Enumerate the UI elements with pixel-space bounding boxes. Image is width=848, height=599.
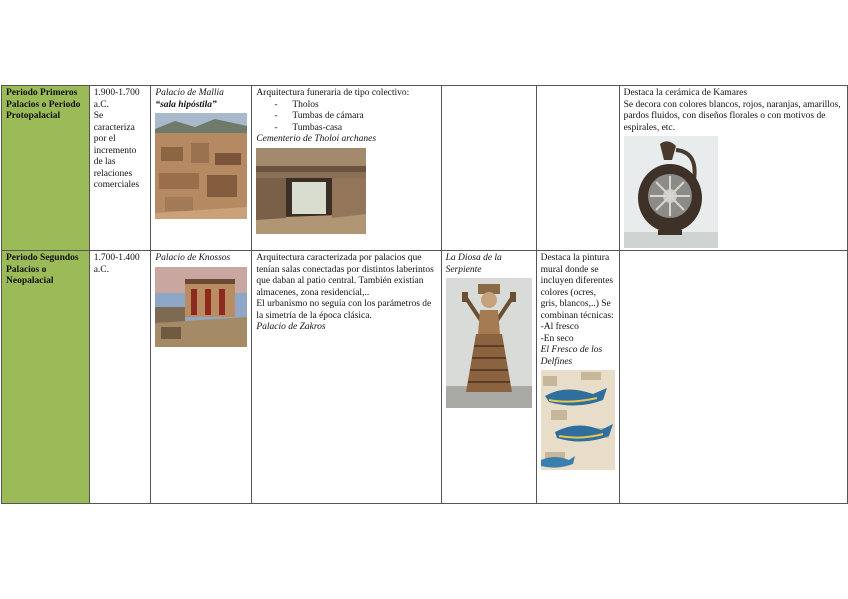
- period-label: Periodo Segundos Palacios o Neopalacial: [6, 253, 79, 286]
- sculpture-title: La Diosa de la Serpiente: [445, 253, 502, 275]
- empty-cell: [619, 251, 847, 504]
- palace-title: Palacio de Mallia: [155, 88, 224, 98]
- table-row-protopalacial: [2, 86, 848, 251]
- sculpture-cell: [441, 251, 536, 504]
- list-item: - Tumbas-casa: [274, 123, 436, 135]
- empty-cell: [536, 86, 619, 251]
- technique-item: -En seco: [540, 333, 574, 344]
- architecture-cell: [252, 251, 441, 504]
- painting-cell: [536, 251, 619, 504]
- tomb-list: [256, 100, 436, 135]
- snake-goddess-photo: [446, 278, 532, 408]
- date-cell: [89, 251, 151, 504]
- note-text: Se caracteriza por el incremento de las relaciones comerciales: [93, 111, 140, 190]
- empty-cell: [441, 86, 536, 251]
- architecture-text: Arquitectura funeraria de tipo colectivo:: [256, 88, 410, 98]
- period-cell: [2, 86, 90, 251]
- palace-title: Palacio de Knossos: [155, 253, 231, 263]
- architecture-caption: Cementerio de Tholoi archanes: [256, 134, 377, 144]
- table-row-neopalacial: [2, 251, 848, 504]
- ceramics-text: Se decora con colores blancos, rojos, naranjas, amarillos, pardos fluidos, con diseños florales o con motivos de espirales, etc.: [623, 99, 841, 133]
- date-label: 1.700-1.400 a.C.: [93, 253, 140, 275]
- date-label: 1.900-1.700 a.C.: [93, 88, 140, 110]
- architecture-caption: Palacio de Zakros: [256, 322, 326, 332]
- palace-cell: [151, 86, 252, 251]
- ceramics-cell: [619, 86, 847, 251]
- technique-item: -Al fresco: [540, 322, 579, 332]
- knossos-palace-photo: [155, 267, 247, 347]
- architecture-text-2: El urbanismo no seguía con los parámetros de la simetría de la época clásica.: [256, 299, 432, 321]
- dolphin-fresco-photo: [541, 370, 615, 470]
- ruins-photo: [155, 113, 247, 219]
- list-item: - Tholos: [274, 100, 436, 112]
- tholos-entrance-photo: [256, 148, 436, 234]
- painting-caption: El Fresco de los Delfines: [540, 345, 603, 367]
- period-label: Periodo Primeros Palacios o Periodo Protopalacial: [6, 88, 81, 121]
- architecture-cell: [252, 86, 441, 251]
- date-cell: [89, 86, 151, 251]
- list-item: - Tumbas de cámara: [274, 111, 436, 123]
- palace-subtitle: “sala hipóstila”: [155, 99, 217, 110]
- painting-text: Destaca la pintura mural donde se incluyen diferentes colores (ocres, gris, blancos,..) Se combinan técnicas:: [540, 253, 614, 321]
- period-cell: [2, 251, 90, 504]
- history-table: [1, 85, 848, 504]
- ceramics-title: Destaca la cerámica de Kamares: [623, 88, 748, 98]
- palace-cell: [151, 251, 252, 504]
- kamares-jug-photo: [624, 136, 843, 248]
- architecture-text: Arquitectura caracterizada por palacios que tenían salas conectadas por distintos laberintos que daban al patio central. También existían almacenes, zona residencial,..: [256, 253, 434, 298]
